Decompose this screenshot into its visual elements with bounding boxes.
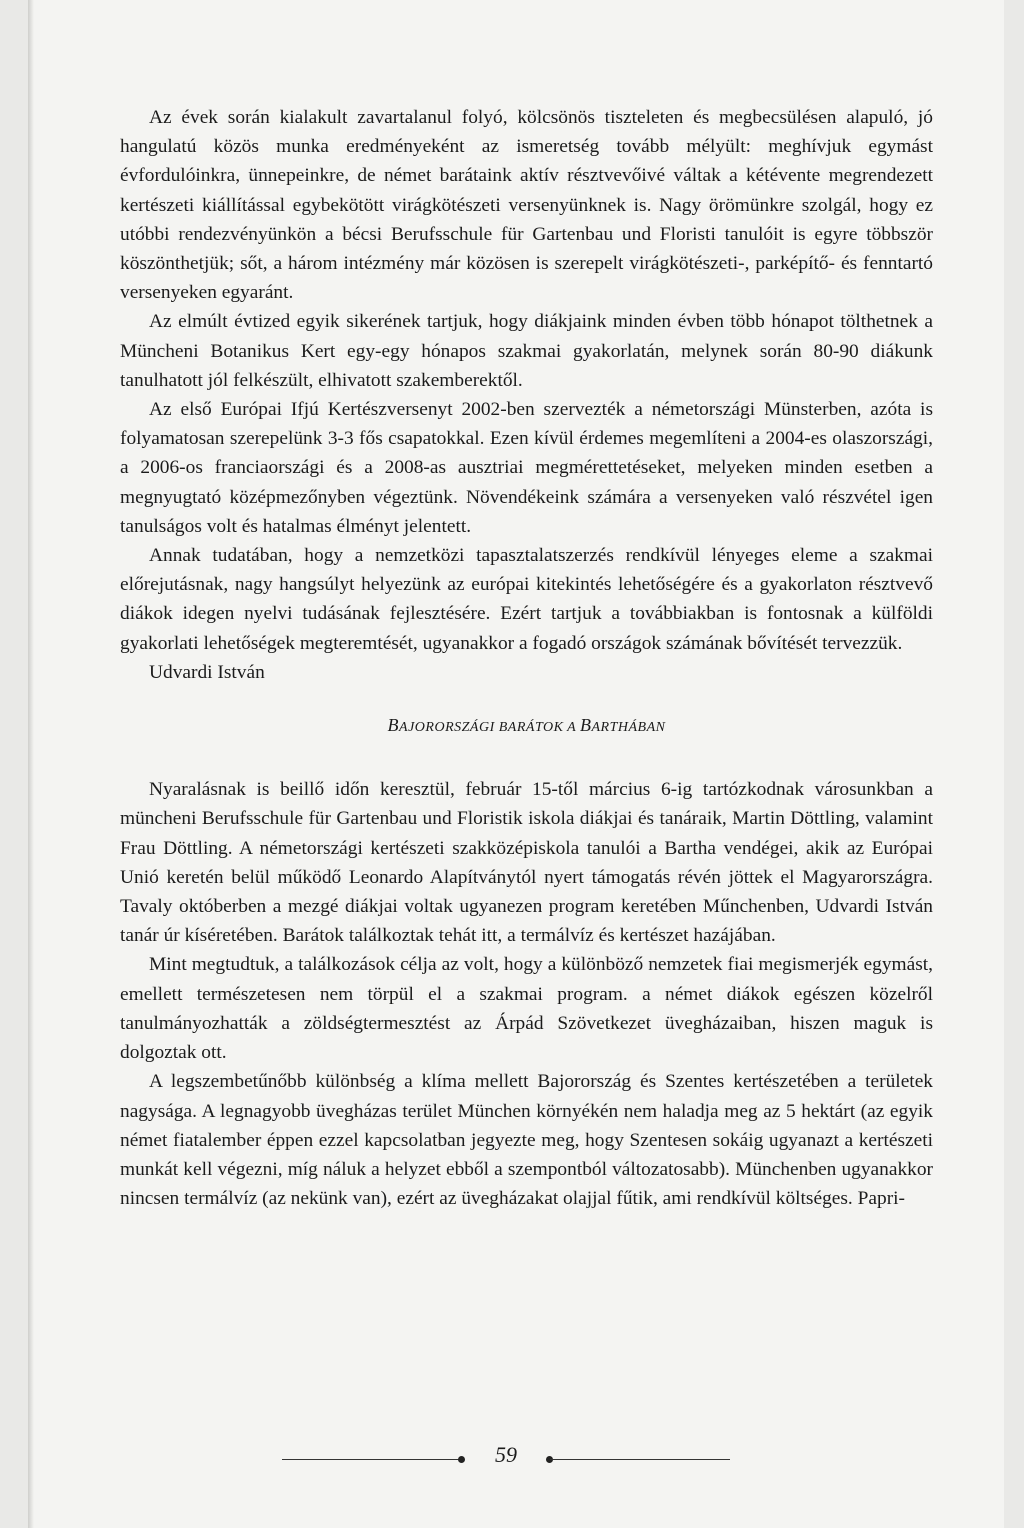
heading-smallcaps: ARTHÁBAN: [591, 720, 666, 736]
paragraph: Az évek során kialakult zavartalanul folyó, kölcsönös tiszteleten és megbecsülésen alapuló, jó hangulatú közös munka eredményeként az ismeretség tovább mélyült: meghívjuk egymást évfordulóinkra, ünnepeinkre, de német barátaink aktív résztvevőivé váltak a kétévente megrendezett kertészeti kiállítással egybekötött virágkötészeti versenyünknek is. Nagy örömünkre szolgál, hogy ez utóbbi rendezvényünkön a bécsi Berufsschule für Gartenbau und Floristi tanulóit is egyre többször köszönthetjük; sőt, a három intézmény már közösen is szerepelt virágkötészeti-, parképítő- és fenntartó versenyeken egyaránt.: [120, 107, 933, 304]
paragraph: Nyaralásnak is beillő időn keresztül, február 15-től március 6-ig tartózkodnak városunkban a müncheni Berufsschule für Gartenbau und Floristik iskola diákjai és tanáraik, Martin Döttling, valamint Frau Döttling. A németországi kertészeti szakközépiskola tanulói a Bartha vendégei, akik az Európai Unió keretén belül működő Leonardo Alapítványtól nyert támogatás révén jöttek el Magyarországra. Tavaly októberben a mezgé diákjai voltak ugyanezen program keretében Műnchenben, Udvardi István tanár úr kíséretében. Barátok találkoztak tehát itt, a termálvíz és kertészet hazájában.: [120, 779, 933, 947]
paragraph: Mint megtudtuk, a találkozások célja az volt, hogy a különböző nemzetek fiai megismerjék egymást, emellett természetesen nem törpül el a szakmai program. a német diákok egészen közelről tanulmányozhatták a zöldségtermesztést az Árpád Szövetkezet üvegházaiban, hiszen maguk is dolgoztak ott.: [120, 954, 933, 1064]
heading-smallcaps: AJORORSZÁGI BARÁTOK A: [399, 720, 580, 736]
paragraph: Annak tudatában, hogy a nemzetközi tapasztalatszerzés rendkívül lényeges eleme a szakmai előrejutásnak, nagy hangsúlyt helyezünk az európai kitekintés lehetőségére és a gyakorlaton résztvevő diákok idegen nyelvi tudásának fejlesztésére. Ezért tartjuk a továbbiakban is fontosnak a külföldi gyakorlati lehetőségek megteremtését, ugyanakkor a fogadó országok számának bővítését tervezzük.: [120, 545, 933, 654]
paragraph: Az elmúlt évtized egyik sikerének tartjuk, hogy diákjaink minden évben több hónapot tölthetnek a Müncheni Botanikus Kert egy-egy hónapos szakmai gyakorlatán, melynek során 80-90 diákunk tanulhatott jól felkészült, elhivatott szakemberektől.: [120, 311, 933, 391]
document-page: [28, 0, 1004, 1528]
section-heading: [120, 711, 933, 742]
paragraph: Az első Európai Ifjú Kertészversenyt 2002-ben szervezték a németországi Münsterben, azóta is folyamatosan szerepelünk 3-3 fős csapatokkal. Ezen kívül érdemes megemlíteni a 2004-es olaszországi, a 2006-os franciaországi és a 2008-as ausztriai megmérettetéseket, melyeken minden esetben a megnyugtató középmezőnyben végeztünk. Növendékeink számára a versenyeken való részvétel igen tanulságos volt és hatalmas élményt jelentett.: [120, 399, 933, 537]
author-signature: Udvardi István: [149, 661, 265, 683]
body-text: [120, 103, 933, 1213]
paragraph: A legszembetűnőbb különbség a klíma mellett Bajorország és Szentes kertészetében a területek nagysága. A legnagyobb üvegházas terület München környékén nem haladja meg az 5 hektárt (az egyik német fiatalember éppen ezzel kapcsolatban jegyezte meg, hogy Szentesen sokáig ugyanazt a kertészeti munkát kell végezni, míg náluk a helyzet ebből a szempontból változatosabb). Münchenben ugyanakkor nincsen termálvíz (az nekünk van), ezért az üvegházakat olajjal fűtik, ami rendkívül költséges. Papri-: [120, 1071, 933, 1210]
footer-dot-left: [458, 1456, 465, 1463]
footer-rule-right: [550, 1459, 730, 1460]
page-number: 59: [495, 1442, 517, 1467]
footer-rule-left: [282, 1459, 462, 1460]
heading-cap: B: [387, 715, 400, 736]
page-footer: [28, 1442, 1004, 1472]
heading-cap: B: [579, 715, 592, 736]
